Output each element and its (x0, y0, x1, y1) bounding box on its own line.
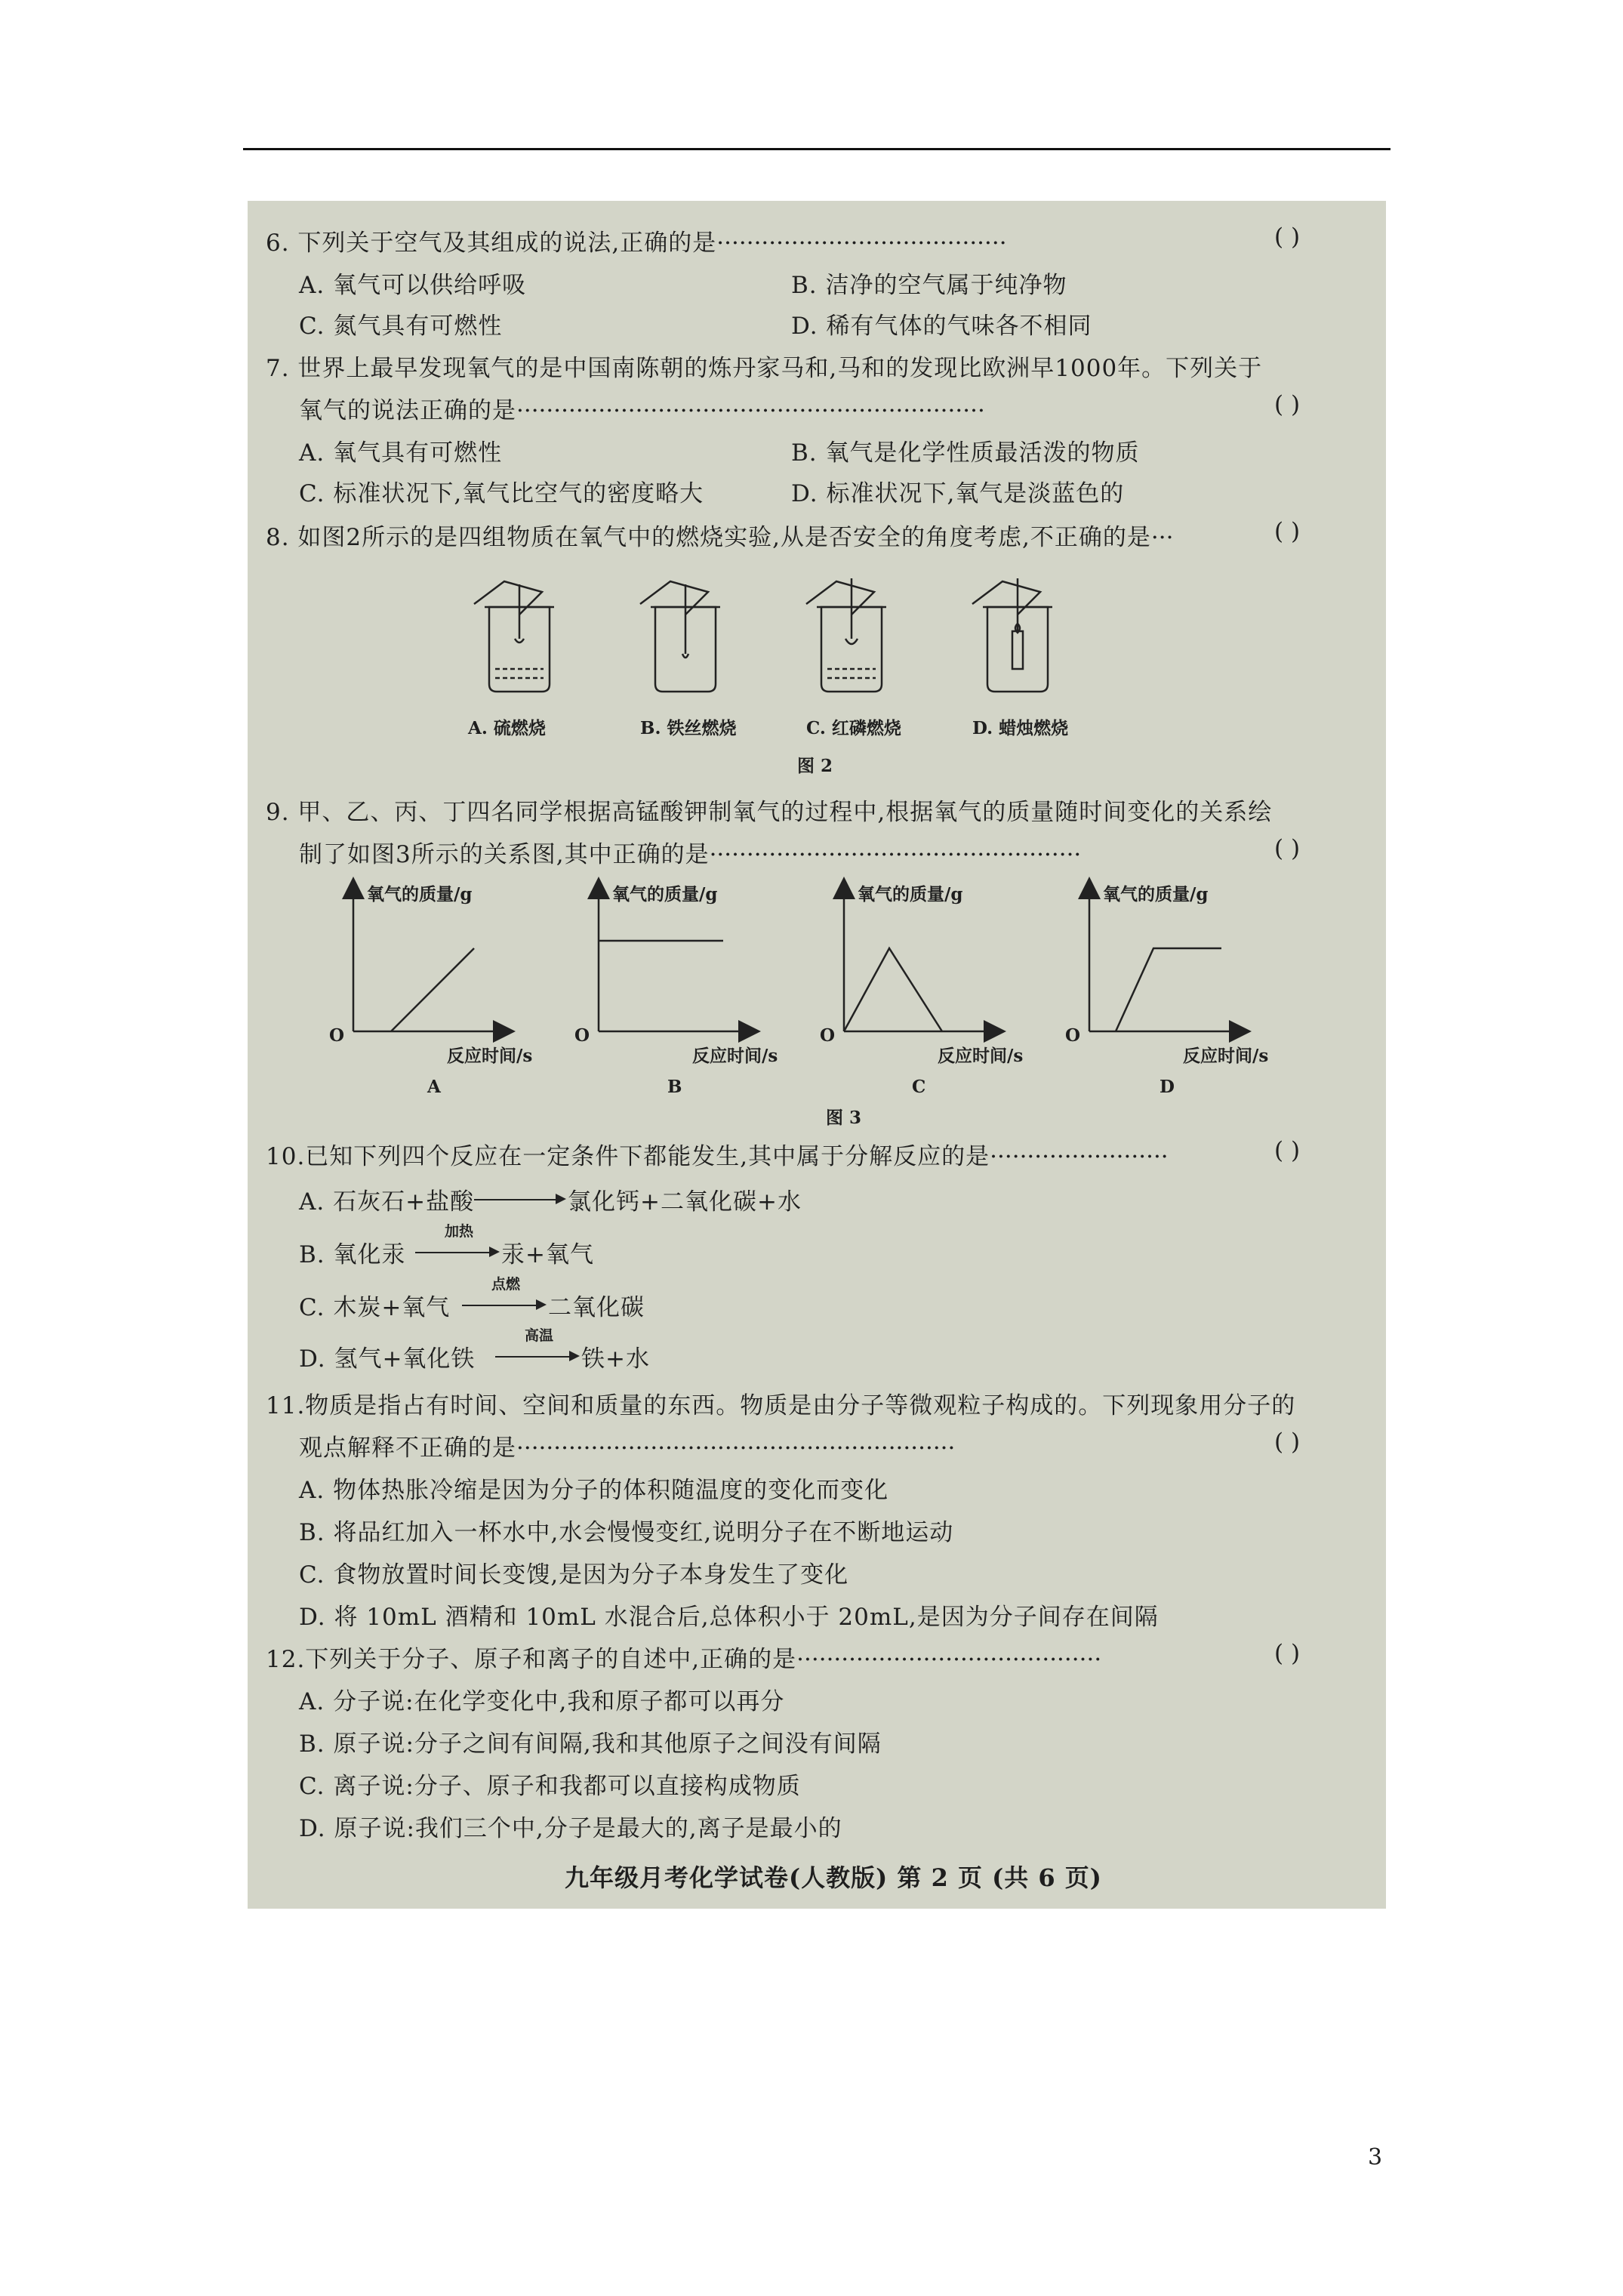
graph-b-letter: B (667, 1077, 682, 1097)
q7-option-a: A. 氧气具有可燃性 (299, 439, 503, 467)
q10-option-d-reactants: D. 氢气+氧化铁 (299, 1345, 476, 1373)
q10-option-a-reactants: A. 石灰石+盐酸 (299, 1188, 475, 1216)
q10-b-arrow (415, 1252, 491, 1253)
q9-stem-line2: 制了如图3所示的关系图,其中正确的是·················································· (299, 841, 1082, 868)
graph-b-xlabel: 反应时间/s (692, 1046, 778, 1066)
q12-option-c: C. 离子说:分子、原子和我都可以直接构成物质 (299, 1773, 801, 1800)
q10-c-arrow (462, 1305, 537, 1306)
graph-d-xlabel: 反应时间/s (1183, 1046, 1269, 1066)
q12-option-a: A. 分子说:在化学变化中,我和原子都可以再分 (299, 1688, 785, 1715)
graph-a-origin: O (329, 1025, 345, 1046)
q12-option-b: B. 原子说:分子之间有间隔,我和其他原子之间没有间隔 (299, 1730, 882, 1758)
q10-paren: ( ) (1274, 1137, 1301, 1164)
graph-d-ylabel: 氧气的质量/g (1103, 884, 1209, 905)
q11-stem-line2: 观点解释不正确的是··························································· (299, 1435, 956, 1462)
q8-stem: 8. 如图2所示的是四组物质在氧气中的燃烧实验,从是否安全的角度考虑,不正确的是··· (266, 524, 1174, 551)
q7-option-b: B. 氧气是化学性质最活泼的物质 (791, 439, 1140, 467)
q10-option-b-products: 汞+氧气 (501, 1241, 594, 1268)
q11-option-d: D. 将 10mL 酒精和 10mL 水混合后,总体积小于 20mL,是因为分子间存在间隔 (299, 1604, 1159, 1631)
q10-b-arrowhead (489, 1247, 500, 1257)
q10-option-c-products: 二氧化碳 (548, 1294, 645, 1321)
q6-stem: 6. 下列关于空气及其组成的说法,正确的是······································· (266, 230, 1007, 257)
q10-b-condition: 加热 (444, 1223, 473, 1240)
q10-d-arrowhead (569, 1351, 580, 1361)
q6-option-d: D. 稀有气体的气味各不相同 (791, 313, 1092, 340)
graph-c-letter: C (912, 1077, 926, 1097)
q12-paren: ( ) (1274, 1640, 1301, 1667)
fig2-label-c: C. 红磷燃烧 (806, 718, 901, 738)
q9-stem-line1: 9. 甲、乙、丙、丁四名同学根据高锰酸钾制氧气的过程中,根据氧气的质量随时间变化的关系绘 (266, 799, 1273, 826)
fig2-label-a: A. 硫燃烧 (468, 718, 546, 738)
q10-c-arrowhead (536, 1299, 547, 1310)
q9-paren: ( ) (1274, 835, 1301, 862)
graph-c-origin: O (820, 1025, 836, 1046)
page-number: 3 (1368, 2144, 1383, 2171)
graph-d-origin: O (1065, 1025, 1081, 1046)
q12-option-d: D. 原子说:我们三个中,分子是最大的,离子是最小的 (299, 1815, 842, 1842)
graph-d-letter: D (1160, 1077, 1175, 1097)
q11-paren: ( ) (1274, 1428, 1301, 1456)
q10-option-c-reactants: C. 木炭+氧气 (299, 1294, 451, 1321)
graph-a-xlabel: 反应时间/s (447, 1046, 533, 1066)
graph-b-origin: O (574, 1025, 590, 1046)
q7-paren: ( ) (1274, 391, 1301, 418)
q6-option-c: C. 氮气具有可燃性 (299, 313, 503, 340)
jar-a-sulfur (474, 581, 554, 692)
q6-option-b: B. 洁净的空气属于纯净物 (791, 272, 1067, 299)
q10-a-arrowhead (556, 1194, 566, 1204)
q10-option-a-products: 氯化钙+二氧化碳+水 (568, 1188, 802, 1216)
header-rule (243, 148, 1390, 150)
q10-stem: 10.已知下列四个反应在一定条件下都能发生,其中属于分解反应的是························ (266, 1143, 1169, 1170)
graph-a-ylabel: 氧气的质量/g (367, 884, 473, 905)
fig2-caption: 图 2 (797, 756, 833, 776)
q11-option-a: A. 物体热胀冷缩是因为分子的体积随温度的变化而变化 (299, 1477, 889, 1504)
q10-option-d-products: 铁+水 (581, 1345, 650, 1373)
graph-b-ylabel: 氧气的质量/g (612, 884, 718, 905)
jar-b-iron-wire (640, 581, 720, 692)
q6-paren: ( ) (1274, 223, 1301, 251)
q10-d-arrow (495, 1356, 571, 1358)
q7-option-c: C. 标准状况下,氧气比空气的密度略大 (299, 480, 704, 507)
graph-c-xlabel: 反应时间/s (938, 1046, 1024, 1066)
q10-a-arrow (474, 1199, 557, 1200)
jar-c-red-phosphorus (806, 578, 886, 692)
q8-paren: ( ) (1274, 518, 1301, 545)
q7-option-d: D. 标准状况下,氧气是淡蓝色的 (791, 480, 1125, 507)
q6-option-a: A. 氧气可以供给呼吸 (299, 272, 527, 299)
q11-option-c: C. 食物放置时间长变馊,是因为分子本身发生了变化 (299, 1561, 849, 1589)
graph-c-ylabel: 氧气的质量/g (858, 884, 963, 905)
graph-a-letter: A (427, 1077, 441, 1097)
exam-footer: 九年级月考化学试卷(人教版) 第 2 页 (共 6 页) (565, 1863, 1102, 1892)
q10-option-b-reactants: B. 氧化汞 (299, 1241, 406, 1268)
q10-d-condition: 高温 (524, 1327, 553, 1344)
scanned-exam-page (248, 201, 1386, 1909)
fig2-label-d: D. 蜡烛燃烧 (972, 718, 1069, 738)
fig3-caption: 图 3 (826, 1108, 862, 1128)
figure-2-combustion-jars (459, 571, 1138, 699)
fig2-label-b: B. 铁丝燃烧 (640, 718, 737, 738)
q12-stem: 12.下列关于分子、原子和离子的自述中,正确的是········································· (266, 1646, 1102, 1673)
q11-option-b: B. 将品红加入一杯水中,水会慢慢变红,说明分子在不断地运动 (299, 1519, 954, 1546)
q10-c-condition: 点燃 (491, 1276, 520, 1293)
jar-d-candle (972, 578, 1052, 692)
q11-stem-line1: 11.物质是指占有时间、空间和质量的东西。物质是由分子等微观粒子构成的。下列现象用分子的 (266, 1392, 1296, 1419)
q7-stem-line2: 氧气的说法正确的是······························································· (299, 397, 985, 424)
q7-stem-line1: 7. 世界上最早发现氧气的是中国南陈朝的炼丹家马和,马和的发现比欧洲早1000年。下列关于 (266, 355, 1263, 382)
